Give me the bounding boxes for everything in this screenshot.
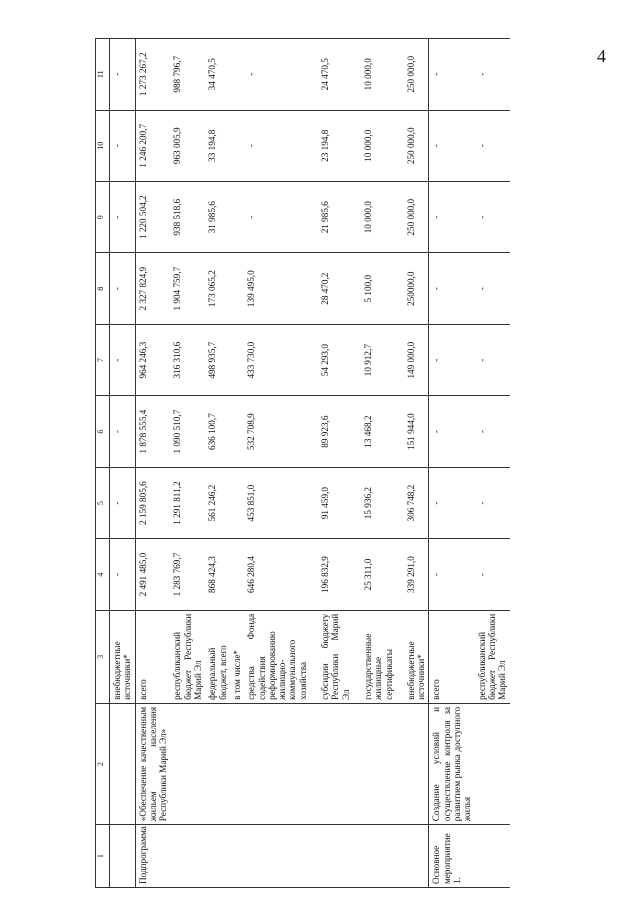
cell-funding-source: республиканский бюджет Республики Марий Эл <box>475 610 510 703</box>
cell-program-type: Основное мероприятие 1. <box>429 825 475 888</box>
column-number-row <box>96 39 110 888</box>
column-header: 9 <box>96 181 110 252</box>
table-row <box>135 39 170 888</box>
cell-amount: 139 495,0 <box>244 253 310 324</box>
cell-amount: - <box>110 253 136 324</box>
cell-funding-source: средства Фонда содействия реформированию жилищно-коммунального хозяйства <box>244 610 310 703</box>
funding-table <box>95 38 510 888</box>
table-row <box>310 39 353 888</box>
cell-amount: 964 246,3 <box>135 324 170 395</box>
cell-amount: 938 518,6 <box>170 181 205 252</box>
cell-amount: 24 470,5 <box>310 39 353 111</box>
cell-amount: - <box>475 396 510 467</box>
cell-amount: 2 491 485,0 <box>135 539 170 610</box>
table-row <box>475 39 510 888</box>
column-header: 8 <box>96 253 110 324</box>
cell-amount: 2 159 805,6 <box>135 467 170 538</box>
table-row <box>110 39 136 888</box>
cell-amount: 636 100,7 <box>205 396 230 467</box>
cell-amount <box>230 324 244 395</box>
column-header: 5 <box>96 467 110 538</box>
cell-funding-source: федеральный бюджет, всего <box>205 610 230 703</box>
cell-amount: 1 090 510,7 <box>170 396 205 467</box>
cell-amount: 151 944,0 <box>396 396 429 467</box>
cell-amount: - <box>475 253 510 324</box>
cell-amount: 173 065,2 <box>205 253 230 324</box>
cell-funding-source: внебюджетные источники* <box>110 610 136 703</box>
cell-amount: - <box>429 539 475 610</box>
cell-amount: 2 327 824,9 <box>135 253 170 324</box>
cell-program-name <box>396 703 429 824</box>
cell-amount: 10 000,0 <box>353 110 396 181</box>
cell-program-type <box>170 825 205 888</box>
cell-amount <box>230 539 244 610</box>
cell-amount: 250 000,0 <box>396 39 429 111</box>
cell-program-type <box>353 825 396 888</box>
cell-program-name <box>205 703 230 824</box>
cell-amount <box>230 110 244 181</box>
cell-amount: 1 878 555,4 <box>135 396 170 467</box>
cell-program-name <box>170 703 205 824</box>
cell-amount: 339 291,0 <box>396 539 429 610</box>
cell-program-type <box>475 825 510 888</box>
cell-funding-source: республиканский бюджет Республики Марий Эл <box>170 610 205 703</box>
cell-amount: 498 935,7 <box>205 324 230 395</box>
cell-amount: 306 748,2 <box>396 467 429 538</box>
column-header: 4 <box>96 539 110 610</box>
column-header: 3 <box>96 610 110 703</box>
table-body <box>110 39 510 888</box>
cell-amount: 1 291 811,2 <box>170 467 205 538</box>
cell-amount: 10 000,0 <box>353 181 396 252</box>
cell-program-type <box>310 825 353 888</box>
cell-program-type <box>205 825 230 888</box>
cell-amount: 91 459,0 <box>310 467 353 538</box>
cell-amount: 21 985,6 <box>310 181 353 252</box>
cell-program-type <box>244 825 310 888</box>
cell-amount: 1 904 759,7 <box>170 253 205 324</box>
table-row <box>396 39 429 888</box>
cell-amount: 453 851,0 <box>244 467 310 538</box>
cell-amount: 34 470,5 <box>205 39 230 111</box>
cell-amount: - <box>244 110 310 181</box>
cell-amount: 31 985,6 <box>205 181 230 252</box>
cell-amount: 1 220 504,2 <box>135 181 170 252</box>
column-header: 11 <box>96 39 110 111</box>
cell-amount: - <box>429 39 475 111</box>
cell-amount: - <box>429 396 475 467</box>
cell-amount: - <box>110 110 136 181</box>
cell-amount: - <box>429 181 475 252</box>
cell-amount: 149 000,0 <box>396 324 429 395</box>
cell-amount: - <box>475 39 510 111</box>
cell-amount: - <box>110 324 136 395</box>
cell-amount: - <box>110 396 136 467</box>
cell-program-name <box>244 703 310 824</box>
cell-program-type <box>110 825 136 888</box>
cell-program-name <box>353 703 396 824</box>
cell-amount: - <box>475 539 510 610</box>
cell-amount: 89 923,6 <box>310 396 353 467</box>
cell-funding-source: субсидии бюджету Республики Марий Эл <box>310 610 353 703</box>
cell-program-name: Создание условий и осуществление контроля за развитием рынка доступного жилья <box>429 703 475 824</box>
column-header: 1 <box>96 825 110 888</box>
cell-amount: 316 310,6 <box>170 324 205 395</box>
cell-amount: - <box>110 181 136 252</box>
cell-amount <box>230 467 244 538</box>
cell-funding-source: всего <box>429 610 475 703</box>
cell-amount: - <box>429 253 475 324</box>
cell-amount: 646 280,4 <box>244 539 310 610</box>
cell-funding-source: государственные жилищные сертификаты <box>353 610 396 703</box>
cell-amount <box>230 181 244 252</box>
cell-amount: 1 283 769,7 <box>170 539 205 610</box>
table-row <box>230 39 244 888</box>
cell-amount: - <box>429 110 475 181</box>
cell-amount: 10 000,0 <box>353 39 396 111</box>
cell-amount <box>230 253 244 324</box>
cell-amount: 15 936,2 <box>353 467 396 538</box>
cell-amount: 250 000,0 <box>396 181 429 252</box>
cell-amount: 433 730,0 <box>244 324 310 395</box>
cell-funding-source: всего <box>135 610 170 703</box>
cell-amount: - <box>429 324 475 395</box>
rotated-table-container <box>95 38 535 888</box>
cell-program-type <box>396 825 429 888</box>
table-row <box>429 39 475 888</box>
cell-amount: 250 000,0 <box>396 110 429 181</box>
cell-amount: 532 708,9 <box>244 396 310 467</box>
cell-amount: 13 468,2 <box>353 396 396 467</box>
cell-amount: 28 470,2 <box>310 253 353 324</box>
cell-amount <box>230 39 244 111</box>
table-row <box>170 39 205 888</box>
table-row <box>353 39 396 888</box>
cell-amount <box>230 396 244 467</box>
cell-program-name <box>310 703 353 824</box>
cell-amount: 1 273 267,2 <box>135 39 170 111</box>
column-header: 10 <box>96 110 110 181</box>
cell-amount: - <box>475 467 510 538</box>
cell-amount: - <box>244 39 310 111</box>
cell-amount: 33 194,8 <box>205 110 230 181</box>
cell-amount: 1 246 200,7 <box>135 110 170 181</box>
cell-amount: - <box>110 539 136 610</box>
column-header: 2 <box>96 703 110 824</box>
cell-amount: 23 194,8 <box>310 110 353 181</box>
column-header: 6 <box>96 396 110 467</box>
cell-amount: - <box>429 467 475 538</box>
cell-amount: - <box>110 39 136 111</box>
cell-program-name <box>230 703 244 824</box>
table-row <box>205 39 230 888</box>
table-row <box>244 39 310 888</box>
cell-program-name: «Обеспечение качественным жильем населения Республики Марий Эл» <box>135 703 170 824</box>
cell-program-type <box>230 825 244 888</box>
cell-amount: - <box>475 110 510 181</box>
page-number: 4 <box>597 46 606 66</box>
cell-program-name <box>110 703 136 824</box>
cell-program-name <box>475 703 510 824</box>
cell-program-type: Подпрограмма <box>135 825 170 888</box>
cell-amount: - <box>244 181 310 252</box>
column-header: 7 <box>96 324 110 395</box>
cell-amount: 988 796,7 <box>170 39 205 111</box>
cell-amount: 250000,0 <box>396 253 429 324</box>
cell-amount: 868 424,3 <box>205 539 230 610</box>
cell-amount: - <box>475 181 510 252</box>
cell-amount: - <box>110 467 136 538</box>
cell-amount: 963 005,9 <box>170 110 205 181</box>
cell-funding-source: в том числе* <box>230 610 244 703</box>
cell-amount: 54 293,0 <box>310 324 353 395</box>
cell-funding-source: внебюджетные источники* <box>396 610 429 703</box>
cell-amount: 561 246,2 <box>205 467 230 538</box>
cell-amount: 25 311,0 <box>353 539 396 610</box>
cell-amount: 196 832,9 <box>310 539 353 610</box>
cell-amount: 10 912,7 <box>353 324 396 395</box>
cell-amount: - <box>475 324 510 395</box>
cell-amount: 5 100,0 <box>353 253 396 324</box>
